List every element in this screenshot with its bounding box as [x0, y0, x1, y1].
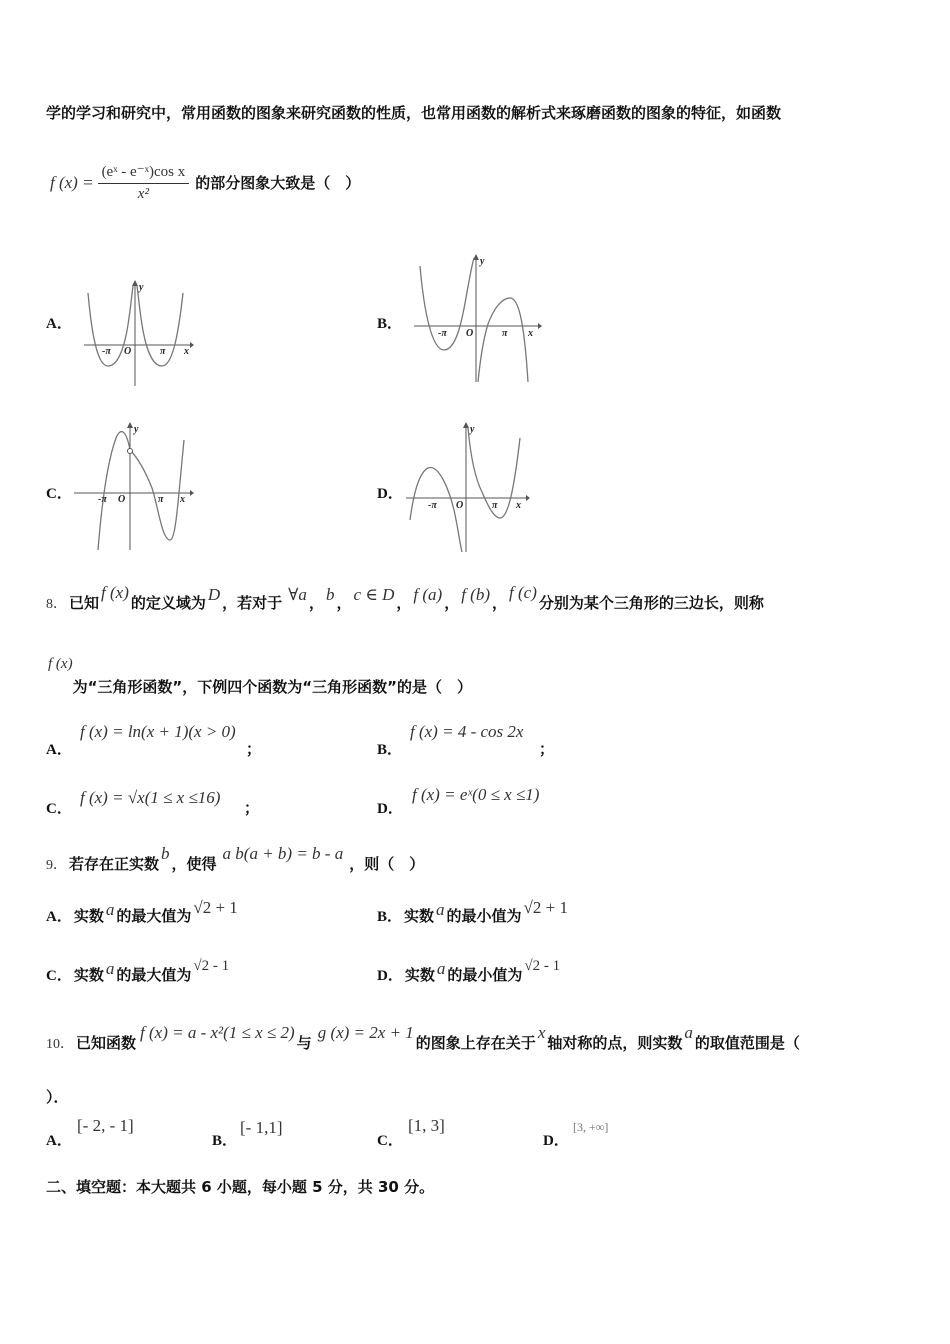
q8-line2	[48, 656, 473, 696]
q10-math: g (x) = 2x + 1	[317, 1022, 414, 1042]
q10-option-b-label: B．	[212, 1133, 238, 1149]
q10-math: x	[537, 1022, 546, 1042]
q9-text: ，则（ ）	[349, 855, 425, 873]
y-label: y	[139, 282, 144, 293]
q9-option-math: a	[436, 899, 445, 919]
q8-text: ，若对于	[222, 594, 283, 612]
neg-pi-label: -π	[428, 500, 437, 511]
q8-math: f (c)	[509, 582, 537, 602]
q9-option-math: a	[105, 958, 115, 978]
q10-line1	[46, 1022, 800, 1052]
q10-math: a	[684, 1022, 693, 1042]
q8-option-c-label: C．	[46, 801, 72, 817]
q7-graph-d	[404, 420, 534, 555]
q8-option-d-expr: f (x) = eˣ(0 ≤ x ≤1)	[412, 785, 540, 804]
neg-pi-label: -π	[98, 494, 107, 505]
q7-option-c-label: C．	[46, 486, 72, 502]
q8-math: c ∈ D	[353, 584, 395, 604]
hole-marker	[128, 449, 133, 454]
q10-option-b-value: [- 1,1]	[240, 1118, 283, 1137]
q10-option-a-label: A．	[46, 1133, 72, 1149]
q10-text: 的取值范围是（	[694, 1034, 800, 1052]
neg-pi-label: -π	[438, 328, 447, 339]
q9-option-label: D．	[377, 968, 403, 984]
q10-text: 的图象上存在关于	[415, 1034, 536, 1052]
q10-line2: ）．	[46, 1088, 69, 1106]
x-axis-arrow	[526, 495, 530, 501]
q8-math: f (b)	[461, 584, 490, 604]
q10-option-c-label: C．	[377, 1133, 403, 1149]
q9-text: ，使得	[171, 855, 217, 873]
y-label: y	[470, 424, 475, 435]
q10-text: 轴对称的点，则实数	[547, 1034, 683, 1052]
q7-func-den: x²	[137, 186, 149, 202]
q8-math: f (x)	[48, 656, 73, 672]
pi-label: π	[160, 346, 166, 357]
q8-text: ，	[444, 594, 460, 612]
q7-graph-c	[72, 420, 197, 555]
y-axis-arrow	[132, 280, 138, 286]
x-axis-arrow	[190, 490, 194, 496]
q9-option-text: 实数	[404, 966, 435, 984]
x-label: x	[180, 494, 185, 505]
q7-function	[50, 162, 360, 203]
y-axis-arrow	[127, 422, 133, 428]
q9-number: 9．	[46, 857, 67, 873]
origin-label: O	[118, 494, 126, 505]
q9-math: a b(a + b) = b - a	[222, 843, 344, 863]
q10-text: 已知函数	[76, 1034, 137, 1052]
curve-right	[478, 298, 528, 382]
q7-option-b-label: B．	[377, 316, 403, 332]
q9-option-text: 的最小值为	[446, 907, 522, 925]
q8-text: ，	[336, 594, 352, 612]
q9-option-c	[46, 958, 230, 985]
q7-graph-b	[410, 252, 545, 387]
q9-option-math: a	[105, 899, 115, 919]
pi-label: π	[502, 328, 508, 339]
q8-option-b-expr: f (x) = 4 - cos 2x	[410, 722, 524, 741]
q8-option-a-tail: ；	[246, 740, 262, 758]
q8-text: 为“三角形函数”，下例四个函数为“三角形函数”的是（ ）	[72, 678, 473, 696]
y-label: y	[134, 424, 139, 435]
y-axis-arrow	[463, 422, 469, 428]
section-2-heading: 二、填空题：本大题共 6 小题，每小题 5 分，共 30 分。	[46, 1178, 435, 1196]
q8-option-d-label: D．	[377, 801, 403, 817]
q9-option-text: 的最大值为	[116, 907, 192, 925]
x-axis-arrow	[538, 323, 542, 329]
origin-label: O	[466, 328, 474, 339]
q9-option-text: 实数	[73, 966, 104, 984]
q9-math: b	[161, 843, 170, 863]
q7-fraction	[98, 162, 190, 203]
q10-option-d-value: [3, +∞]	[573, 1120, 609, 1134]
q10-math: f (x) = a - x²(1 ≤ x ≤ 2)	[140, 1022, 295, 1042]
q8-math: f (a)	[413, 584, 443, 604]
q8-option-c-expr: f (x) = √x(1 ≤ x ≤16)	[80, 788, 221, 807]
q9-option-text: 实数	[73, 907, 104, 925]
q9-option-value: √2 + 1	[523, 897, 568, 917]
q8-text: ，	[396, 594, 412, 612]
pi-label: π	[492, 500, 498, 511]
q9-option-label: B．	[377, 909, 403, 925]
q10-option-d-label: D．	[543, 1133, 569, 1149]
q10-text: 与	[296, 1034, 312, 1052]
q8-text: 已知	[69, 594, 100, 612]
q8-option-a-label: A．	[46, 742, 72, 758]
q9-option-text: 的最小值为	[447, 966, 523, 984]
q8-line1	[46, 582, 764, 613]
y-label: y	[480, 256, 485, 267]
q9-line1	[46, 843, 425, 873]
q8-math: ∀a	[288, 584, 307, 604]
q8-math: f (x)	[101, 582, 129, 602]
q8-math: D	[207, 584, 221, 604]
q7-graph-a	[80, 278, 195, 390]
q8-option-b-label: B．	[377, 742, 403, 758]
x-axis-arrow	[190, 342, 194, 348]
q10-option-c-value: [1, 3]	[408, 1116, 445, 1135]
q7-option-d-label: D．	[377, 486, 403, 502]
q9-option-text: 实数	[404, 907, 435, 925]
q9-option-text: 的最大值为	[116, 966, 192, 984]
q8-math: b	[325, 584, 335, 604]
q8-text: ，	[308, 594, 324, 612]
x-label: x	[516, 500, 521, 511]
q8-option-c-tail: ；	[244, 799, 260, 817]
q10-option-a-value: [- 2, - 1]	[77, 1116, 134, 1135]
q9-option-value: √2 - 1	[524, 958, 561, 974]
q9-option-math: a	[436, 958, 446, 978]
q9-option-label: A．	[46, 909, 72, 925]
q9-option-value: √2 - 1	[193, 958, 230, 974]
pi-label: π	[158, 494, 164, 505]
q7-func-lhs: f (x) =	[50, 172, 94, 192]
neg-pi-label: -π	[102, 346, 111, 357]
q9-option-a	[46, 897, 238, 926]
q7-line2: 的部分图象大致是（ ）	[195, 174, 361, 192]
q9-option-label: C．	[46, 968, 72, 984]
q9-option-d	[377, 958, 561, 985]
q9-text: 若存在正实数	[69, 855, 160, 873]
q8-text: ，	[492, 594, 508, 612]
curve	[98, 432, 184, 550]
q9-option-b	[377, 897, 568, 926]
q8-text: 分别为某个三角形的三边长，则称	[538, 594, 764, 612]
q8-text: 的定义域为	[130, 594, 206, 612]
origin-label: O	[124, 346, 132, 357]
q7-option-a-label: A．	[46, 316, 72, 332]
q9-option-value: √2 + 1	[193, 897, 238, 917]
q7-func-num: (eˣ - e⁻ˣ)cos x	[98, 162, 190, 184]
x-label: x	[184, 346, 189, 357]
q8-option-a-expr: f (x) = ln(x + 1)(x > 0)	[80, 722, 236, 741]
q8-option-b-tail: ；	[539, 740, 555, 758]
origin-label: O	[456, 500, 464, 511]
q7-line1: 学的学习和研究中，常用函数的图象来研究函数的性质，也常用函数的解析式来琢磨函数的图象的特征，如函数	[46, 104, 782, 122]
x-label: x	[528, 328, 533, 339]
q8-number: 8．	[46, 596, 67, 612]
q10-number: 10．	[46, 1036, 74, 1052]
